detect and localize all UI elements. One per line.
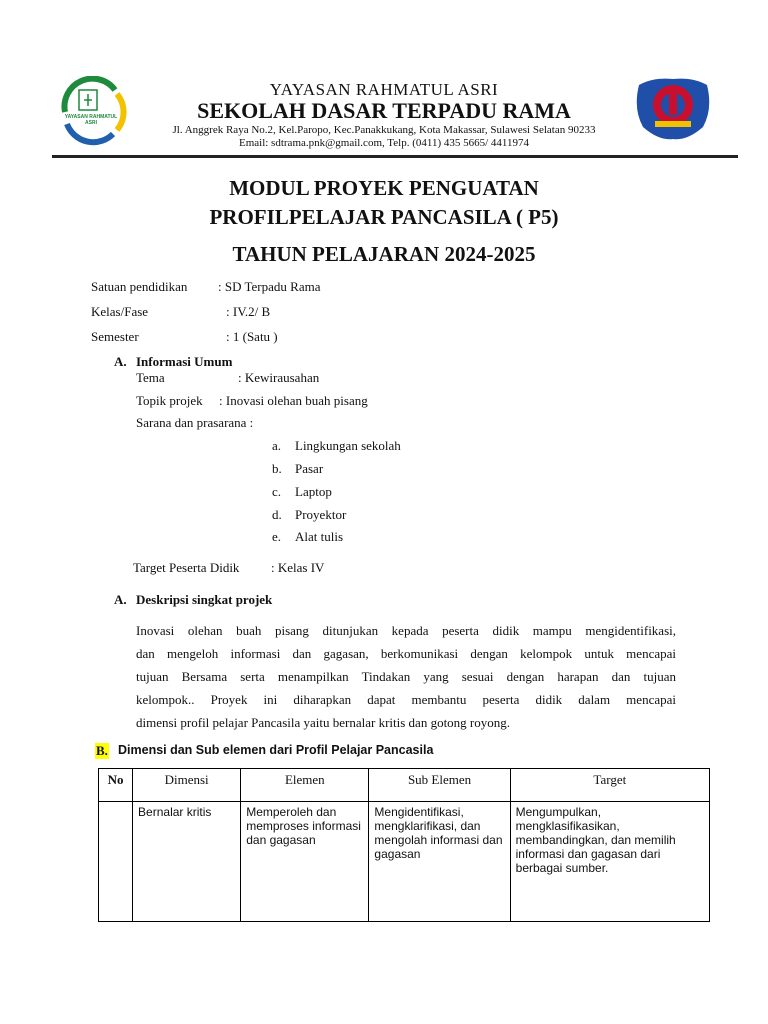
sarana-marker-c: c.	[272, 484, 282, 499]
school-name: SEKOLAH DASAR TERPADU RAMA	[197, 98, 571, 123]
target-label: Target Peserta Didik	[133, 560, 240, 575]
header-no: No	[99, 769, 133, 802]
header-divider	[52, 155, 738, 158]
desc-marker: A.	[114, 592, 127, 607]
logo-left-text: YAYASAN RAHMATUL ASRI	[64, 114, 118, 126]
sarana-item-e: Alat tulis	[295, 529, 344, 544]
desc-heading: Deskripsi singkat projek	[136, 592, 273, 607]
header-dimensi: Dimensi	[133, 769, 241, 802]
cell-dimensi: Bernalar kritis	[133, 802, 241, 922]
title-line-1: MODUL PROYEK PENGUATAN	[229, 176, 539, 200]
sarana-marker-d: d.	[272, 507, 282, 522]
tema-value: : Kewirausahan	[238, 370, 320, 385]
desc-paragraph	[136, 619, 676, 734]
table-row	[99, 802, 710, 922]
cell-no	[99, 802, 133, 922]
school-emblem-icon	[633, 75, 713, 141]
topik-label: Topik projek	[136, 393, 203, 408]
kelas-value: : IV.2/ B	[226, 304, 271, 319]
satuan-value: : SD Terpadu Rama	[218, 279, 321, 294]
school-address: Jl. Anggrek Raya No.2, Kel.Paropo, Kec.Panakkukang, Kota Makassar, Sulawesi Selatan 90233	[172, 124, 596, 136]
satuan-label: Satuan pendidikan	[91, 279, 188, 294]
sarana-item-b: Pasar	[295, 461, 324, 476]
topik-value: : Inovasi olehan buah pisang	[219, 393, 368, 408]
cell-elemen: Memperoleh dan memproses informasi dan gagasan	[241, 802, 369, 922]
semester-label: Semester	[91, 329, 139, 344]
section-a-marker: A.	[114, 354, 127, 369]
dimension-table	[98, 768, 710, 922]
title-line-2: PROFILPELAJAR PANCASILA ( P5)	[209, 205, 559, 229]
sarana-item-a: Lingkungan sekolah	[295, 438, 401, 453]
school-contact: Email: sdtrama.pnk@gmail.com, Telp. (0411) 435 5665/ 4411974	[238, 137, 530, 149]
foundation-name: YAYASAN RAHMATUL ASRI	[269, 80, 499, 99]
cell-sub-elemen: Mengidentifikasi, mengklarifikasi, dan mengolah informasi dan gagasan	[369, 802, 510, 922]
sarana-marker-e: e.	[272, 529, 282, 544]
desc-line-4: kelompok.. Proyek ini diharapkan dapat membantu peserta didik dalam mencapai	[136, 692, 676, 707]
sarana-item-d: Proyektor	[295, 507, 347, 522]
kelas-label: Kelas/Fase	[91, 304, 149, 319]
table-header-row	[99, 769, 710, 802]
tema-label: Tema	[136, 370, 165, 385]
section-b-heading: Dimensi dan Sub elemen dari Profil Pelajar Pancasila	[118, 743, 434, 757]
sarana-marker-b: b.	[272, 461, 282, 476]
desc-line-2: dan mengeloh informasi dan gagasan, berkomunikasi dengan kelompok untuk mencapai	[136, 646, 676, 661]
header-target: Target	[510, 769, 709, 802]
section-a-heading: Informasi Umum	[136, 354, 233, 369]
header-sub-elemen: Sub Elemen	[369, 769, 510, 802]
sarana-marker-a: a.	[272, 438, 282, 453]
dimension-table-wrap	[98, 768, 710, 922]
desc-line-3: tujuan Bersama serta menampilkan Tindakan yang sesuai dengan harapan dan tujuan	[136, 669, 676, 684]
desc-line-5: dimensi profil pelajar Pancasila yaitu bernalar kritis dan gotong royong.	[136, 715, 511, 730]
target-value: : Kelas IV	[271, 560, 325, 575]
logo-right	[633, 75, 713, 141]
desc-line-1: Inovasi olehan buah pisang ditunjukan kepada peserta didik mampu mengidentifikasi,	[136, 623, 676, 638]
section-b-marker: B.	[96, 743, 108, 758]
title-line-3: TAHUN PELAJARAN 2024-2025	[232, 242, 536, 266]
header-elemen: Elemen	[241, 769, 369, 802]
sarana-item-c: Laptop	[295, 484, 332, 499]
cell-target: Mengumpulkan, mengklasifikasikan, membandingkan, dan memilih informasi dan gagasan dari berbagai sumber.	[510, 802, 709, 922]
semester-value: : 1 (Satu )	[226, 329, 278, 344]
sarana-label: Sarana dan prasarana :	[136, 415, 254, 430]
